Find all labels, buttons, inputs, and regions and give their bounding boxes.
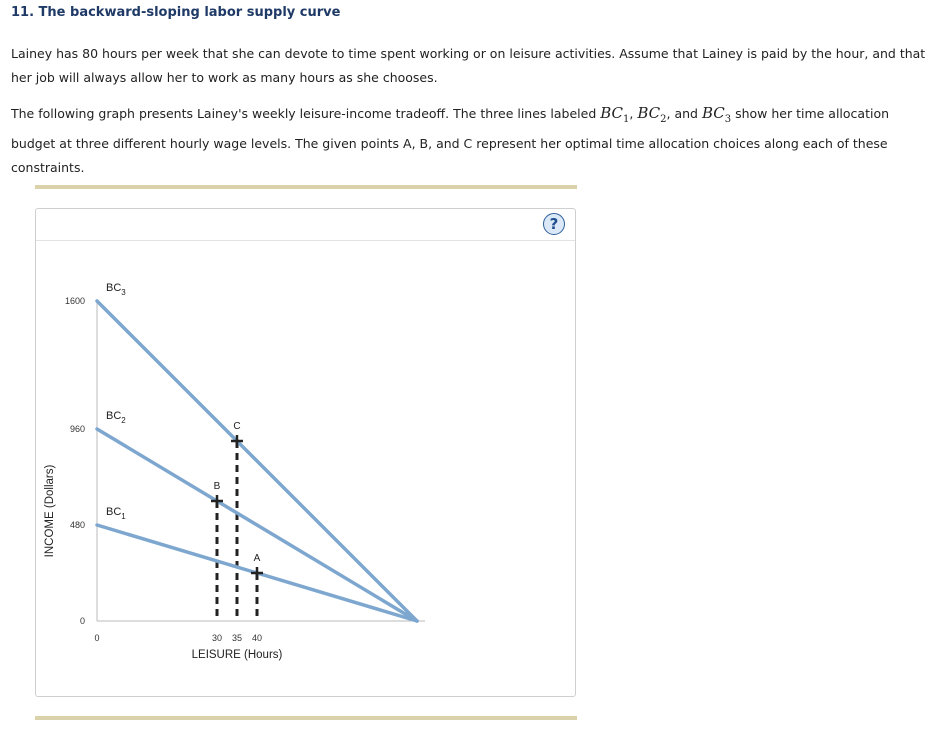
x-tick-label: 30 xyxy=(211,633,223,643)
graph-panel xyxy=(35,208,576,697)
x-axis-title: LEISURE (Hours) xyxy=(191,649,283,661)
bc3-math: $BC_3$ xyxy=(701,104,732,125)
y-tick-label: 0 xyxy=(79,616,85,626)
bc2-math: $BC_2$ xyxy=(637,104,667,125)
bc2-label: $BC_2$ xyxy=(106,410,126,425)
paragraph-2-intro: The following graph presents Lainey's weekly leisure-income tradeoff. The three lines labeled xyxy=(11,106,601,121)
question-mark-icon: ? xyxy=(549,215,559,233)
top-divider-rule xyxy=(35,185,577,189)
budget-constraint-chart xyxy=(36,209,577,698)
y-axis-title: INCOME (Dollars) xyxy=(44,464,56,558)
paragraph-2-outro: show her time allocation budget at three different hourly wage levels. The given points A, B, and C represent her optimal time allocation choices along each of these constraints. xyxy=(11,106,890,175)
x-tick-label: 0 xyxy=(94,633,100,643)
y-tick-label: 480 xyxy=(69,520,85,530)
bc3-label: $BC_3$ xyxy=(106,282,126,297)
question-paragraph-2: The following graph presents Lainey's weekly leisure-income tradeoff. The three lines labeled $BC_1$, $BC_2$, and $BC_3$ show her time allocation budget at three different hourly wage levels. The given points A, B, and C represent her optimal time allocation choices along each of these constraints. xyxy=(11,104,890,175)
plot-area xyxy=(44,282,425,661)
bottom-divider-rule xyxy=(35,716,577,720)
y-tick-label: 1600 xyxy=(64,296,85,306)
bc1-label: $BC_1$ xyxy=(106,506,126,521)
x-tick-label: 35 xyxy=(231,633,243,643)
y-tick-label: 960 xyxy=(69,424,85,434)
bc2-line xyxy=(97,429,417,621)
point-a-label: A xyxy=(253,553,261,564)
point-a-marker xyxy=(251,567,263,579)
point-c-label: C xyxy=(233,421,241,432)
question-paragraph-1: Lainey has 80 hours per week that she can devote to time spent working or on leisure activities. Assume that Lainey is paid by the hour, and that her job will always allow her to work as many hours as she chooses. xyxy=(11,46,926,85)
point-b-label: B xyxy=(213,481,221,492)
bc1-math: $BC_1$ xyxy=(600,104,630,125)
question-title: 11. The backward-sloping labor supply curve xyxy=(11,5,341,20)
x-tick-label: 40 xyxy=(251,633,263,643)
